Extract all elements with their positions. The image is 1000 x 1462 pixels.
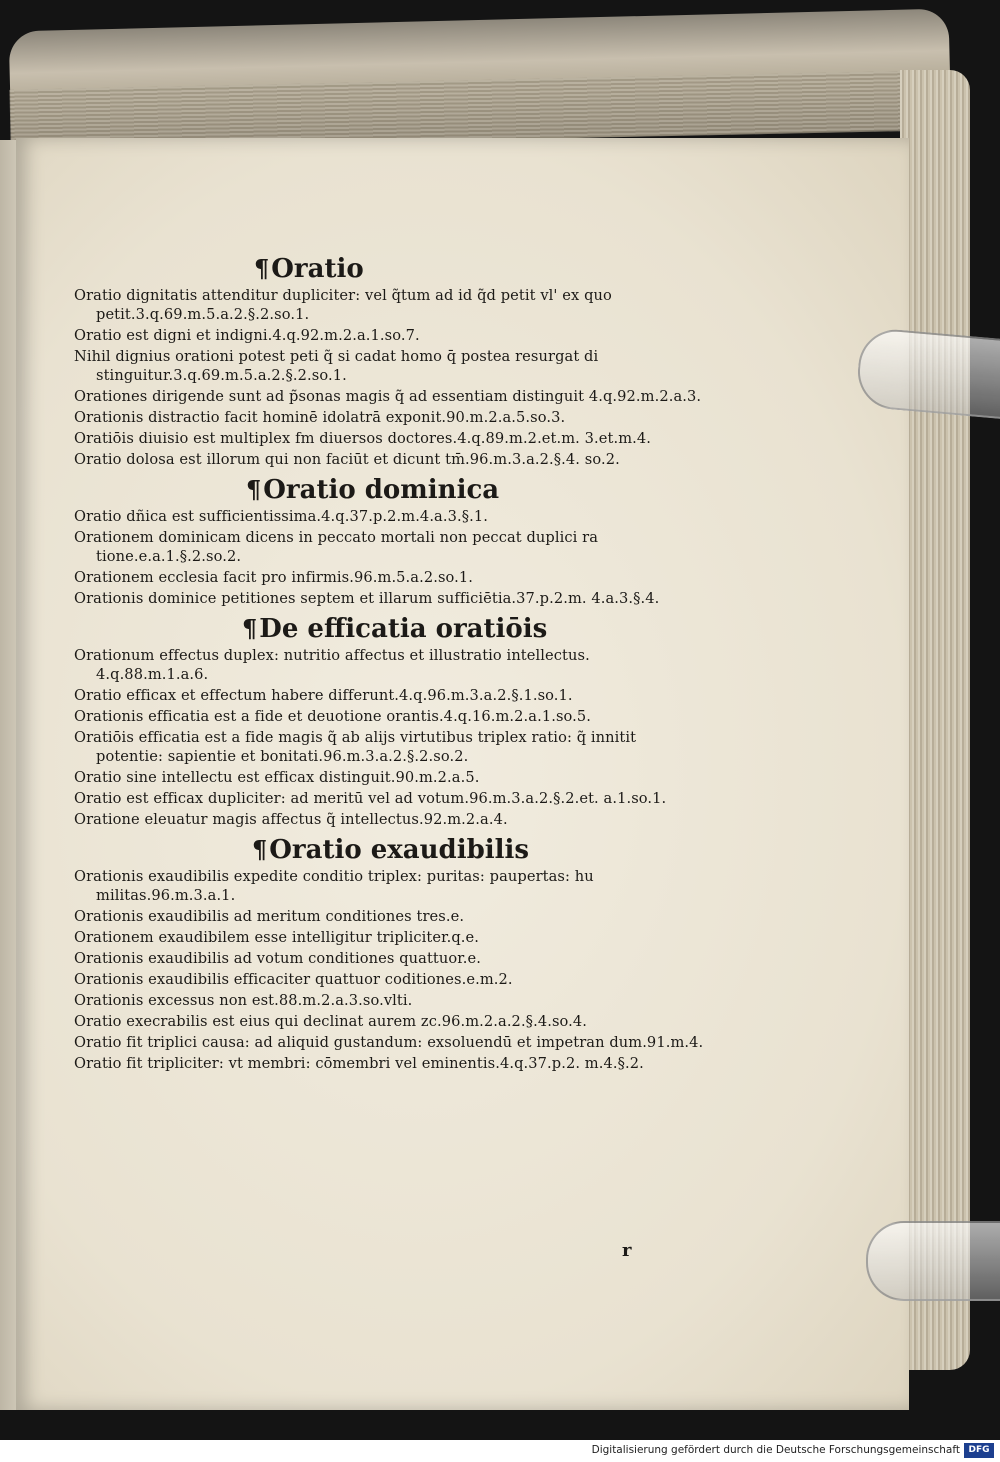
- section-oratio-exaudibilis: [74, 833, 704, 1073]
- index-entry: Orationis excessus non est.88.m.2.a.3.so.vlti.: [74, 992, 413, 1009]
- index-entry: Oratio dignitatis attenditur dupliciter: vel q̃tum ad id q̃d petit vl' ex quo petit.3.q.69.m.5.a.2.§.2.so.1.: [74, 287, 612, 323]
- section-heading: ¶Oratio exaudibilis: [252, 835, 530, 865]
- index-entry: Oratio fit tripliciter: vt membri: cōmembri vel eminentis.4.q.37.p.2. m.4.§.2.: [74, 1055, 644, 1072]
- section-oratio-dominica: [74, 473, 704, 608]
- page-text: [74, 252, 704, 1075]
- section-heading: ¶De efficatia oratiōis: [242, 614, 548, 644]
- index-entry: Oratio efficax et effectum habere differunt.4.q.96.m.3.a.2.§.1.so.1.: [74, 687, 573, 704]
- index-entry: Orationis efficatia est a fide et deuotione orantis.4.q.16.m.2.a.1.so.5.: [74, 708, 592, 725]
- dfg-logo-icon: DFG: [964, 1443, 994, 1458]
- index-entry: Orationis dominice petitiones septem et illarum sufficiētia.37.p.2.m. 4.a.3.§.4.: [74, 590, 660, 607]
- section-heading: ¶Oratio: [254, 254, 364, 284]
- index-entry: Orationis exaudibilis efficaciter quattuor coditiones.e.m.2.: [74, 971, 513, 988]
- index-entry: Nihil dignius orationi potest peti q̃ si cadat homo q̄ postea resurgat di stinguitur.3.q.69.m.5.a.2.§.2.so.1.: [74, 348, 599, 384]
- index-entry: Orationis distractio facit hominē idolatrā exponit.90.m.2.a.5.so.3.: [74, 409, 566, 426]
- index-entry: Oratio dolosa est illorum qui non faciūt et dicunt tm̄.96.m.3.a.2.§.4. so.2.: [74, 451, 620, 468]
- index-entry: Oratio sine intellectu est efficax distinguit.90.m.2.a.5.: [74, 769, 480, 786]
- pilcrow-icon: ¶: [254, 254, 270, 283]
- pilcrow-icon: ¶: [252, 835, 268, 864]
- funding-credit: Digitalisierung gefördert durch die Deutsche Forschungsgemeinschaft: [591, 1444, 960, 1456]
- index-entry: Oratio fit triplici causa: ad aliquid gustandum: exsoluendū et impetran dum.91.m.4.: [74, 1034, 704, 1051]
- index-entry: Orationis exaudibilis ad votum conditiones quattuor.e.: [74, 950, 481, 967]
- index-entry: Orationum effectus duplex: nutritio affectus et illustratio intellectus. 4.q.88.m.1.a.6.: [74, 647, 590, 683]
- page-clip-bottom: [866, 1221, 1000, 1301]
- book-fore-edge: [900, 70, 970, 1370]
- index-entry: Orationis exaudibilis expedite conditio triplex: puritas: paupertas: hu militas.96.m.3.a.1.: [74, 868, 594, 904]
- pilcrow-icon: ¶: [246, 475, 262, 504]
- index-entry: Oratiōis diuisio est multiplex fm diuersos doctores.4.q.89.m.2.et.m. 3.et.m.4.: [74, 430, 652, 447]
- index-entry: Orationes dirigende sunt ad p̃sonas magis q̃ ad essentiam distinguit 4.q.92.m.2.a.3.: [74, 388, 702, 405]
- section-heading: ¶Oratio dominica: [246, 475, 500, 505]
- section-oratio: [74, 252, 704, 469]
- index-entry: Orationem ecclesia facit pro infirmis.96.m.5.a.2.so.1.: [74, 569, 474, 586]
- index-entry: Oratione eleuatur magis affectus q̃ intellectus.92.m.2.a.4.: [74, 811, 508, 828]
- index-entry: Oratio dñica est sufficientissima.4.q.37.p.2.m.4.a.3.§.1.: [74, 508, 488, 525]
- signature-mark: r: [622, 1240, 632, 1261]
- index-entry: Orationem exaudibilem esse intelligitur tripliciter.q.e.: [74, 929, 479, 946]
- index-entry: Oratio est efficax dupliciter: ad meritū vel ad votum.96.m.3.a.2.§.2.et. a.1.so.1.: [74, 790, 667, 807]
- index-entry: Orationem dominicam dicens in peccato mortali non peccat duplici ra tione.e.a.1.§.2.so.2.: [74, 529, 599, 565]
- index-entry: Oratiōis efficatia est a fide magis q̃ ab alijs virtutibus triplex ratio: q̃ innitit potentie: sapientie et bonitati.96.m.3.a.2.§.2.so.2.: [74, 729, 637, 765]
- section-de-efficatia: [74, 612, 704, 829]
- pilcrow-icon: ¶: [242, 614, 258, 643]
- index-entry: Orationis exaudibilis ad meritum conditiones tres.e.: [74, 908, 465, 925]
- index-entry: Oratio est digni et indigni.4.q.92.m.2.a.1.so.7.: [74, 327, 420, 344]
- footer-bar: [0, 1440, 1000, 1462]
- index-entry: Oratio execrabilis est eius qui declinat aurem zc.96.m.2.a.2.§.4.so.4.: [74, 1013, 588, 1030]
